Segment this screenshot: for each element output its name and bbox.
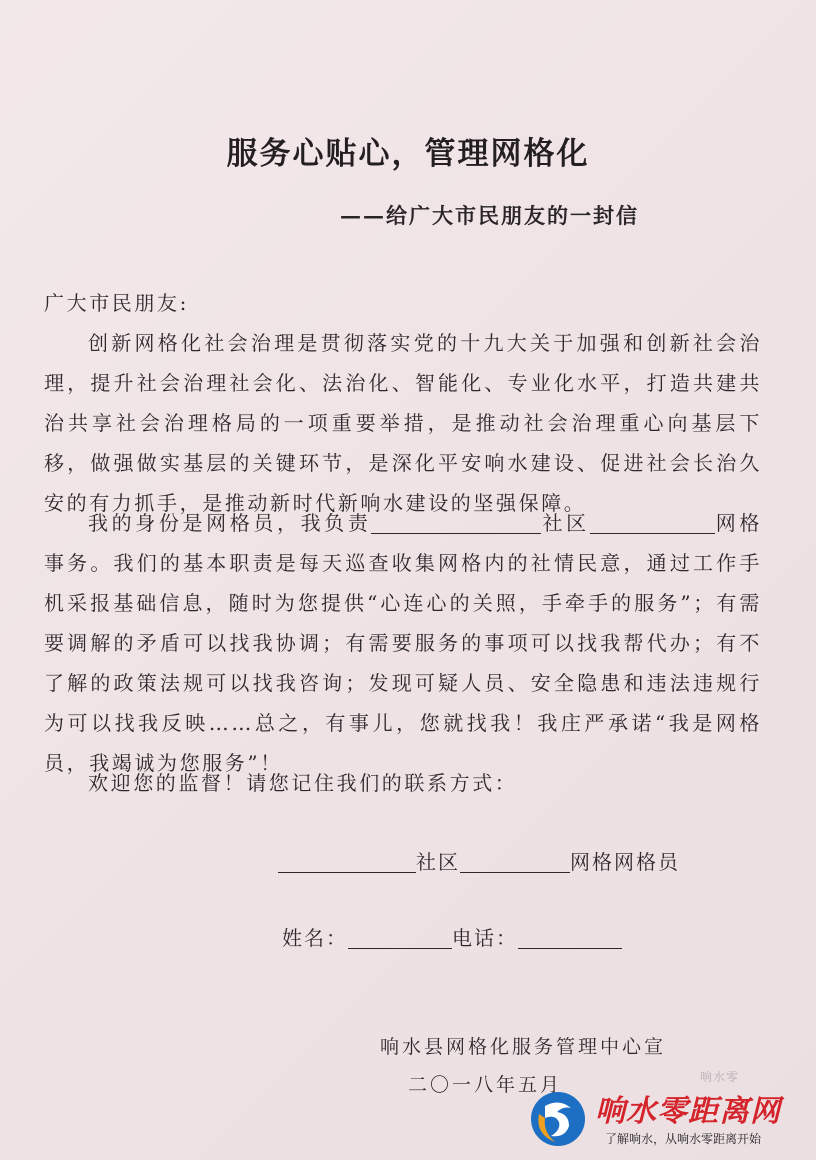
contact-phone-label: 电话： — [452, 926, 518, 950]
document-subtitle: ——给广大市民朋友的一封信 — [340, 203, 639, 228]
contact-name-phone-line — [282, 922, 622, 951]
contact-name-blank — [348, 926, 452, 949]
contact-grid-label: 网格网格员 — [570, 850, 680, 874]
duties-text-community: 社区 — [541, 511, 590, 535]
grid-blank — [590, 511, 715, 534]
contact-community-blank — [278, 850, 416, 873]
site-brand-name: 响水零距离网 — [595, 1094, 781, 1129]
community-blank — [371, 511, 541, 534]
issue-date: 二〇一八年五月 — [408, 1074, 563, 1096]
contact-community-line — [278, 846, 680, 875]
paragraph-intro: 创新网格化社会治理是贯彻落实党的十九大关于加强和创新社会治理，提升社会治理社会化、法治化、智能化、专业化水平，打造共建共治共享社会治理格局的一项重要举措，是推动社会治理重心向基层下移，做强做实基层的关键环节，是深化平安响水建设、促进社会长治久安的有力抓手，是推动新时代新响水建设的坚强保障。 — [44, 331, 762, 515]
salutation: 广大市民朋友: — [44, 291, 189, 315]
site-watermark — [525, 1080, 816, 1160]
duties-text-rest: 网格事务。我们的基本职责是每天巡查收集网格内的社情民意，通过工作手机采报基础信息，随时为您提供“心连心的关照，手牵手的服务”；有需要调解的矛盾可以找我协调；有需要服务的事项可以找我帮代办；有不了解的政策法规可以找我咨询；发现可疑人员、安全隐患和违法违规行为可以找我反映……总之，有事儿，您就找我！我庄严承诺“我是网格员，我竭诚为您服务”！ — [44, 511, 763, 775]
contact-name-label: 姓名： — [282, 926, 348, 950]
site-slogan: 了解响水，从响水零距离开始 — [605, 1132, 762, 1146]
paragraph-supervision: 欢迎您的监督！请您记住我们的联系方式： — [88, 771, 518, 795]
contact-community-label: 社区 — [416, 850, 460, 874]
contact-phone-blank — [518, 926, 622, 949]
document-title: 服务心贴心，管理网格化 — [226, 136, 590, 172]
issuer: 响水县网格化服务管理中心宣 — [380, 1036, 667, 1058]
paragraph-duties — [44, 503, 762, 783]
duties-text-start: 我的身份是网格员，我负责 — [88, 511, 372, 535]
faint-watermark-text: 响水零 — [700, 1070, 740, 1084]
site-logo-icon — [525, 1084, 591, 1150]
contact-grid-blank — [460, 850, 570, 873]
